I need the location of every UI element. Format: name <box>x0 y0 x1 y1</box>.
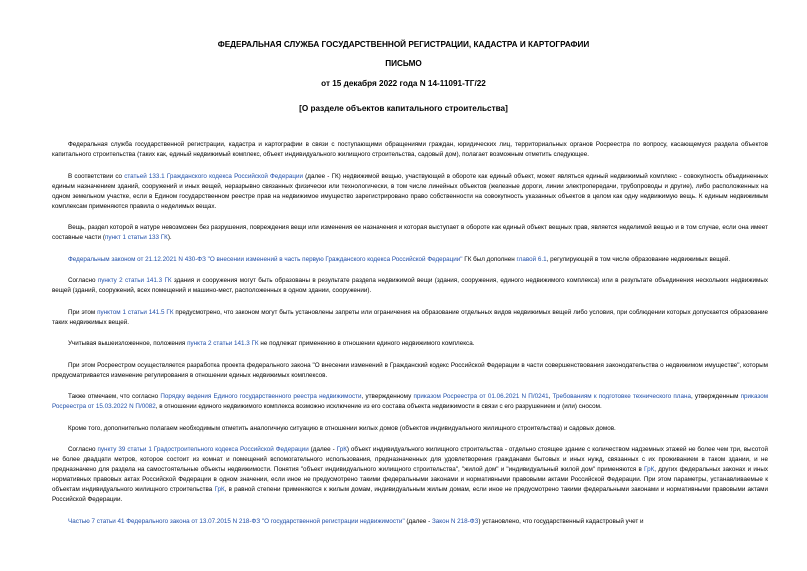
paragraph-text: предусмотрено, что законом могут быть установлены запреты или ограничения на образование отдельных видов недвижимых вещей либо условия, при соблюдении которых допускается образование таких недвижимых вещей. <box>52 308 768 326</box>
paragraph-text: , регулирующей в том числе образование недвижимых вещей. <box>546 255 731 263</box>
paragraph-text: (далее - <box>404 517 432 525</box>
paragraph <box>52 308 768 328</box>
document-link[interactable]: приказом Росреестра от 15.03.2022 N П/0082 <box>52 393 769 410</box>
paragraph <box>52 223 768 243</box>
document-link[interactable]: пункту 2 статьи 141.3 ГК <box>97 277 172 284</box>
document-link[interactable]: ГрК <box>644 466 655 473</box>
paragraph <box>52 255 768 265</box>
paragraph <box>52 424 768 434</box>
document-link[interactable]: ГрК <box>336 446 347 453</box>
paragraph-text: Также отмечаем, что согласно <box>68 393 161 400</box>
paragraph-text: Кроме того, дополнительно полагаем необходимым отметить аналогичную ситуацию в отношении жилых домов (объектов индивидуального жилищного строительства) и садовых домов. <box>68 424 616 432</box>
document-link[interactable]: Закон N 218-ФЗ <box>431 517 479 525</box>
document-link[interactable]: Порядку ведения Единого государственного реестра недвижимости <box>160 393 362 400</box>
paragraph-text: При этом <box>68 308 98 316</box>
paragraph-text: , в равной степени применяются к жилым домам, индивидуальным жилым домам, если иное не предусмотрено такими федеральными законами и нормативными правовыми актами Российской Федерации. <box>52 486 769 503</box>
paragraph-text: Согласно <box>68 277 98 284</box>
paragraph <box>52 517 768 527</box>
document-type-heading: ПИСЬМО <box>385 59 422 68</box>
paragraph <box>52 392 768 412</box>
paragraph-text: Согласно <box>68 446 98 453</box>
paragraph-text: ). <box>167 234 172 241</box>
document-date-number: от 15 декабря 2022 года N 14-11091-ТГ/22 <box>321 79 486 88</box>
document-link[interactable]: Федеральным законом от 21.12.2021 N 430-ФЗ "О внесении изменений в часть первую Гражданского кодекса Российской Федерации" <box>68 255 463 263</box>
paragraph-text: , других федеральных законах и иных нормативных правовых актах Российской Федерации в одном значении, если иное не предусмотрено такими федеральными законами и нормативными правовыми актами Российской Федерации. При этом параметры, устанавливаемые к объектам индивидуального жилищного строительства <box>52 466 769 493</box>
document-link[interactable]: Частью 7 статьи 41 Федерального закона от 13.07.2015 N 218-ФЗ "О государственной регистрации недвижимости" <box>68 517 405 525</box>
paragraph-text: Вещь, раздел которой в натуре невозможен без разрушения, повреждения вещи или изменения ее назначения и которая выступает в обороте как единый объект вещных прав, является неделимой вещью и в том случае, если она имеет составные части ( <box>52 224 768 241</box>
organization-heading: ФЕДЕРАЛЬНАЯ СЛУЖБА ГОСУДАРСТВЕННОЙ РЕГИСТРАЦИИ, КАДАСТРА И КАРТОГРАФИИ <box>217 40 590 49</box>
paragraph-text: , утвержденным <box>690 393 741 400</box>
paragraph <box>52 276 768 296</box>
paragraph <box>52 445 768 505</box>
document-link[interactable]: главой 6.1 <box>516 255 547 263</box>
document-body <box>52 140 768 538</box>
paragraph-text: здания и сооружения могут быть образованы в результате раздела недвижимой вещи (здания, сооружения, единого недвижимого комплекса) или в результате объединения нескольких недвижимых вещей (зданий, сооружений, всех помещений и машино-мест, расположенных в одном здании, сооружении). <box>52 277 768 294</box>
paragraph-text: , <box>548 393 553 400</box>
paragraph <box>52 172 768 212</box>
document-link[interactable]: пункта 2 статьи 141.3 ГК <box>187 340 259 347</box>
document-link[interactable]: статьей 133.1 Гражданского кодекса Российской Федерации <box>124 172 303 180</box>
paragraph-text: При этом Росреестром осуществляется разработка проекта федерального закона "О внесении изменений в Гражданский кодекс Российской Федерации в части совершенствования законодательства о недвижимом имуществе", которым предусматривается изменение регулирования в отношении единых недвижимых комплексов. <box>52 361 768 379</box>
document-link[interactable]: ГрК <box>214 486 225 493</box>
paragraph-text: Учитывая вышеизложенное, положения <box>68 340 188 347</box>
paragraph <box>52 339 768 349</box>
paragraph-text: ) установлено, что государственный кадастровый учет и <box>478 517 644 525</box>
document-topic: [О разделе объектов капитального строительства] <box>299 104 508 113</box>
paragraph-text: (далее - ГК) недвижимой вещью, участвующей в обороте как единый объект, может являться единый недвижимый комплекс - совокупность объединенных единым назначением зданий, сооружений и иных вещей, неразрывно связанных физически или технологически, в том числе линейных объектов (железные дороги, линии электропередачи, трубопроводы и другие), либо расположенных на одном земельном участке, если в Едином государственном реестре прав на недвижимое имущество зарегистрировано право собственности на совокупность указанных объектов в целом как одну недвижимую вещь. К единым недвижимым комплексам применяются правила о неделимых вещах. <box>52 172 768 210</box>
document-link[interactable]: пунктом 1 статьи 141.5 ГК <box>97 308 174 316</box>
document-link[interactable]: пункт 1 статьи 133 ГК <box>104 234 168 241</box>
paragraph-text: (далее - <box>308 446 337 453</box>
paragraph-text: , утвержденному <box>361 393 414 400</box>
document-link[interactable]: приказом Росреестра от 01.06.2021 N П/0241 <box>413 393 549 400</box>
paragraph-text: ГК был дополнен <box>462 255 517 263</box>
paragraph <box>52 361 768 381</box>
paragraph-text: , в отношении единого недвижимого комплекса возможно исключение из его состава объекта недвижимости в связи с его разрушением и (или) сносом. <box>155 403 602 410</box>
document-link[interactable]: пункту 39 статьи 1 Градостроительного кодекса Российской Федерации <box>97 446 309 453</box>
document-link[interactable]: Требованиям к подготовке технического плана <box>552 393 691 400</box>
paragraph-text: В соответствии со <box>68 172 125 180</box>
paragraph-text: ) объект индивидуального жилищного строительства - отдельно стоящее здание с количеством надземных этажей не более чем три, высотой не более двадцати метров, которое состоит из комнат и помещений вспомогательного использования, предназначенных для удовлетворения гражданами бытовых и иных нужд, связанных с их проживанием в таком здании, и не предназначено для раздела на самостоятельные объекты недвижимости. Понятия "объект индивидуального жилищного строительства", "жилой дом" и "индивидуальный жилой дом" применяются в <box>52 446 769 473</box>
paragraph-text: Федеральная служба государственной регистрации, кадастра и картографии в связи с поступающими обращениями граждан, юридических лиц, территориальных органов Росреестра по вопросу, касающемуся раздела объектов капитального строительства (таких как, единый недвижимый комплекс, объект индивидуального жилищного строительства, садовый дом), полагает возможным отметить следующее. <box>52 141 768 158</box>
paragraph <box>52 140 768 160</box>
paragraph-text: не подлежат применению в отношении единого недвижимого комплекса. <box>258 340 475 347</box>
